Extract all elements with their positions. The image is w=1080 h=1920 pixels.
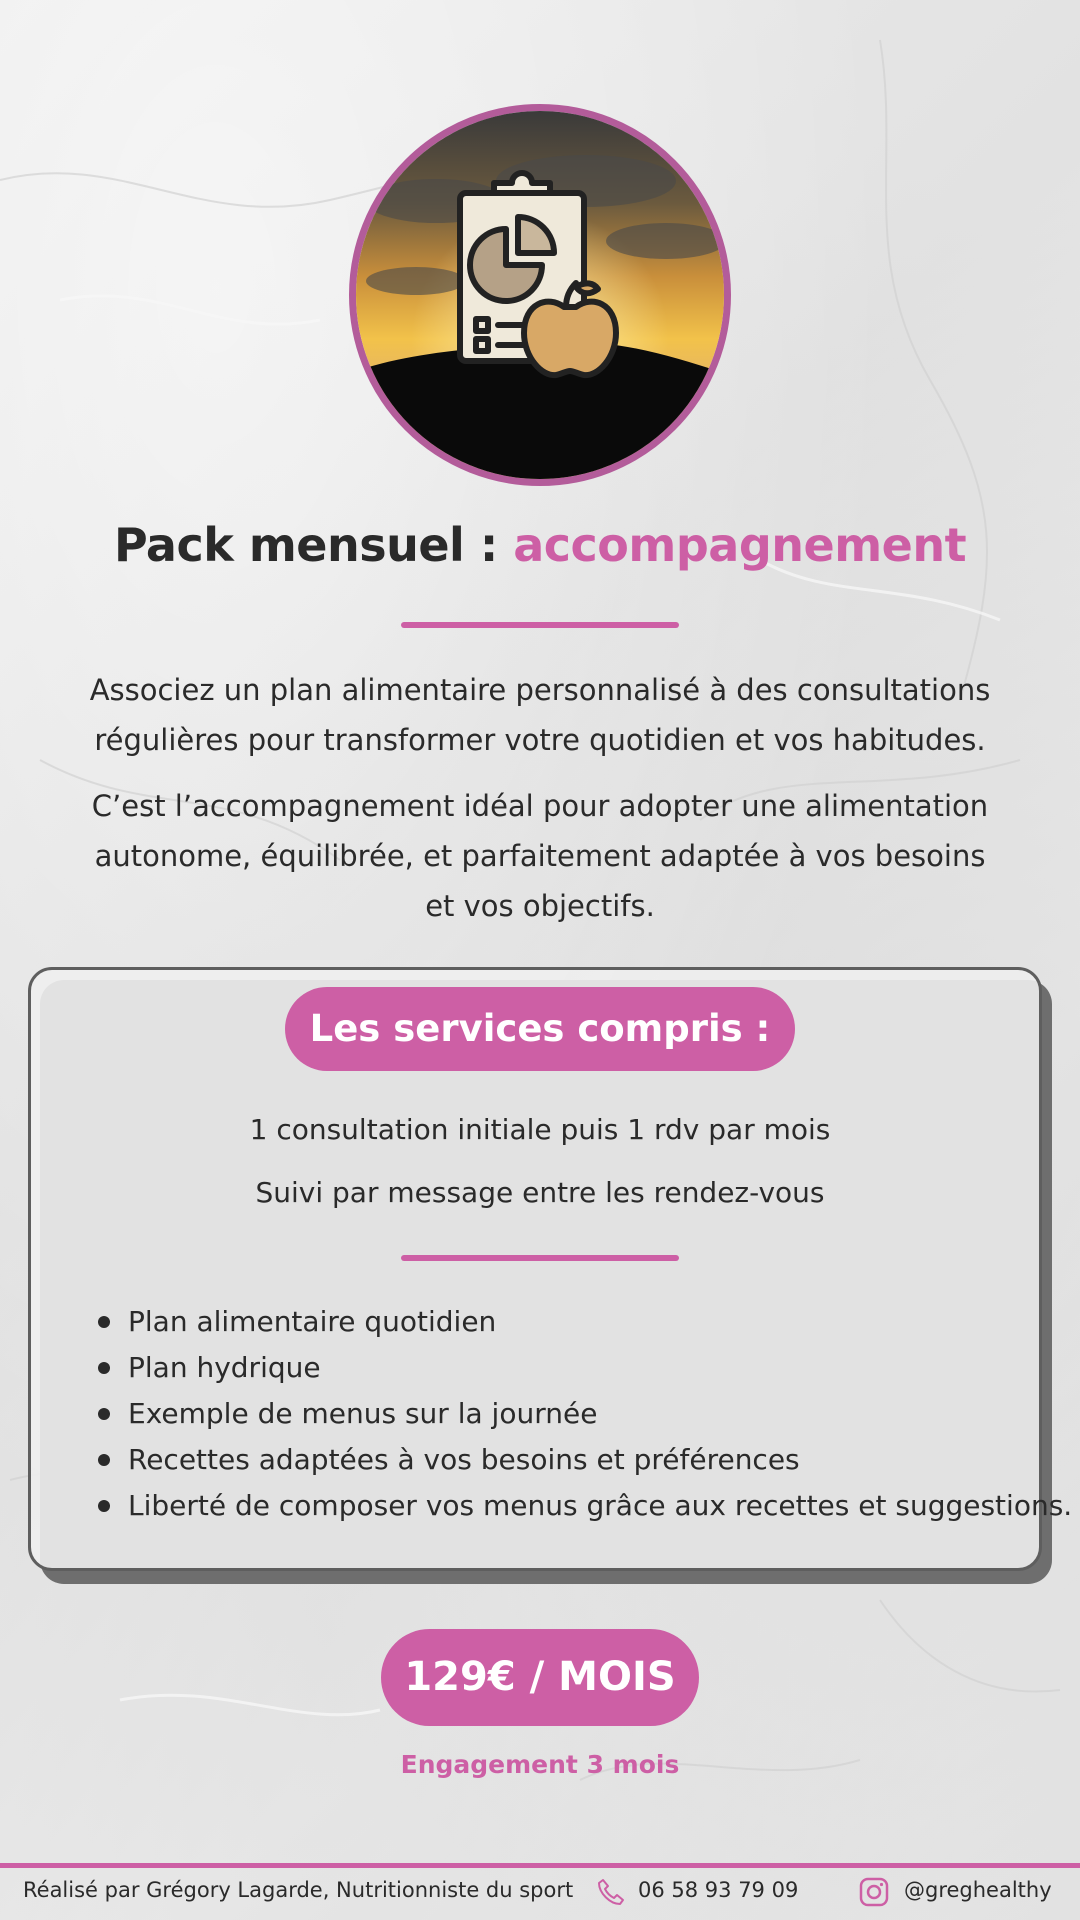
list-item-label: Plan alimentaire quotidien (128, 1305, 497, 1338)
clipboard-pie-chart-apple-icon (356, 111, 724, 479)
logo-badge (349, 104, 731, 486)
bullet-icon (98, 1362, 110, 1374)
bullet-icon (98, 1408, 110, 1420)
title-prefix: Pack mensuel : (113, 518, 498, 572)
bullet-icon (98, 1454, 110, 1466)
list-item (96, 1483, 1072, 1529)
list-item (96, 1437, 1072, 1483)
footer-instagram[interactable]: @greghealthy (904, 1878, 1052, 1902)
list-item (96, 1299, 1072, 1345)
phone-icon (596, 1877, 626, 1907)
list-item (96, 1391, 1072, 1437)
price-badge: 129€ / MOIS (381, 1629, 699, 1726)
page-title (0, 518, 1080, 572)
list-item-label: Recettes adaptées à vos besoins et préférences (128, 1443, 800, 1476)
services-list (96, 1299, 1072, 1529)
list-item (96, 1345, 1072, 1391)
title-accent: accompagnement (513, 518, 967, 572)
list-item-label: Plan hydrique (128, 1351, 321, 1384)
footer-phone[interactable]: 06 58 93 79 09 (638, 1878, 799, 1902)
intro-paragraph-2: C’est l’accompagnement idéal pour adopter une alimentation autonome, équilibrée, et parfaitement adaptée à vos besoins et vos objectifs. (91, 789, 989, 923)
divider (401, 622, 679, 628)
instagram-icon (858, 1876, 890, 1908)
services-title-badge: Les services compris : (285, 987, 795, 1071)
footer-credit: Réalisé par Grégory Lagarde, Nutritionniste du sport (23, 1878, 574, 1902)
services-line-consultation: 1 consultation initiale puis 1 rdv par mois (249, 1113, 831, 1146)
bullet-icon (98, 1316, 110, 1328)
footer (0, 1868, 1080, 1920)
divider (401, 1255, 679, 1261)
services-line-followup: Suivi par message entre les rendez-vous (255, 1176, 825, 1209)
engagement-text: Engagement 3 mois (400, 1750, 680, 1779)
bullet-icon (98, 1500, 110, 1512)
list-item-label: Exemple de menus sur la journée (128, 1397, 598, 1430)
list-item-label: Liberté de composer vos menus grâce aux recettes et suggestions. (128, 1489, 1073, 1522)
intro-paragraph-1: Associez un plan alimentaire personnalisé à des consultations régulières pour transformer votre quotidien et vos habitudes. (89, 673, 991, 757)
